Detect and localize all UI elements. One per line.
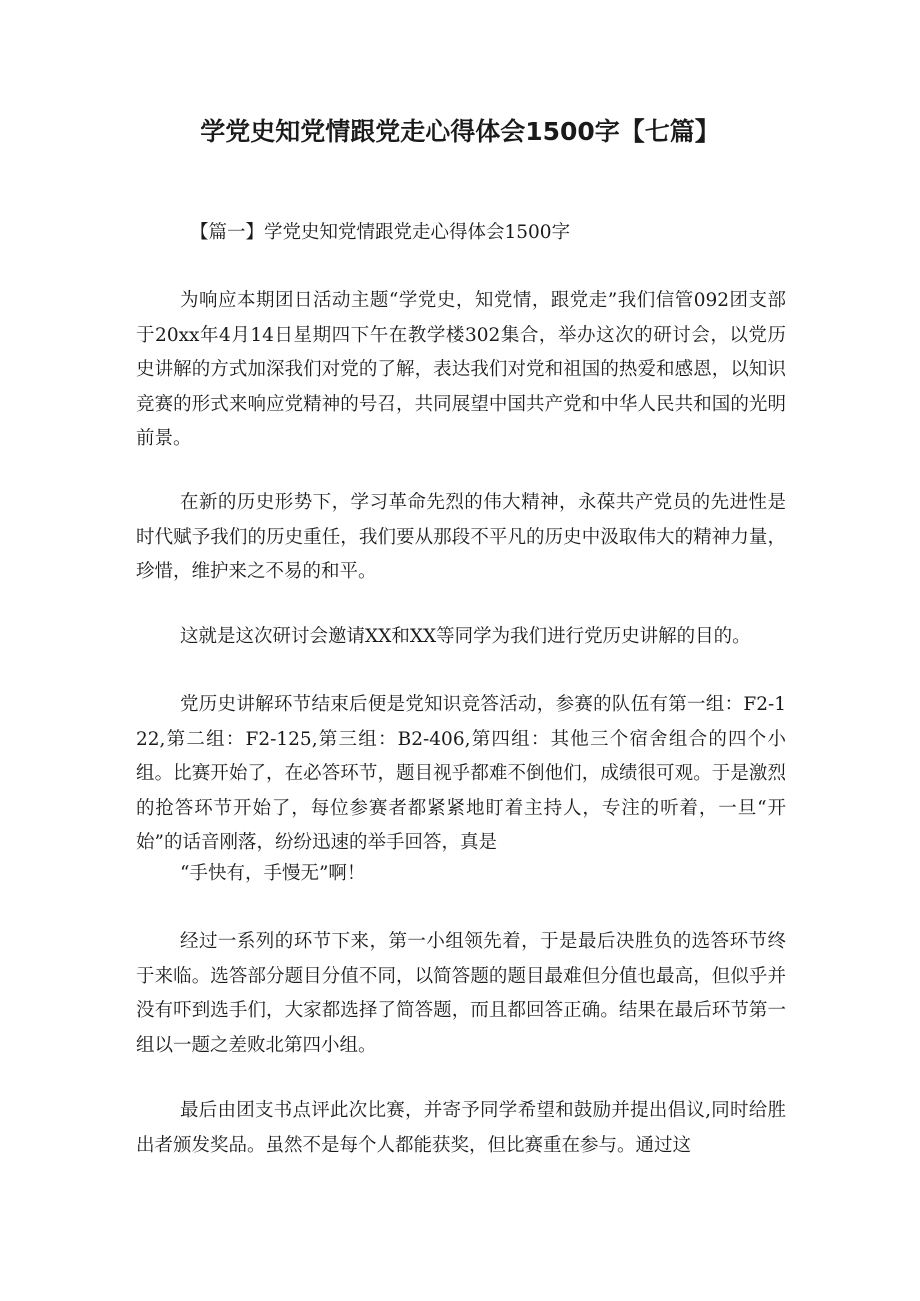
section-heading: 【篇一】学党史知党情跟党走心得体会1500字 <box>190 222 571 243</box>
paragraph-5: 经过一系列的环节下来，第一小组领先着，于是最后决胜负的选答环节终于来临。选答部分题目分值不同，以简答题的题目最难但分值也最高，但似乎并没有吓到选手们，大家都选择了简答题，而且都回答正确。结果在最后环节第一组以一题之差败北第四小组。 <box>136 931 786 1056</box>
paragraph-4: 党历史讲解环节结束后便是党知识竞答活动，参赛的队伍有第一组：F2-122,第二组：F2-125,第三组：B2-406,第四组：其他三个宿舍组合的四个小组。比赛开始了，在必答环节，题目视乎都难不倒他们，成绩很可观。于是激烈的抢答环节开始了，每位参赛者都紧紧地盯着主持人，专注的听着，一旦“开始”的话音刚落，纷纷迅速的举手回答，真是 <box>136 694 786 853</box>
document-title: 学党史知党情跟党走心得体会1500字【七篇】 <box>200 117 720 146</box>
paragraph-4-continuation: “手快有，手慢无”啊！ <box>180 863 366 884</box>
paragraph-2: 在新的历史形势下，学习革命先烈的伟大精神，永葆共产党员的先进性是时代赋予我们的历史重任，我们要从那段不平凡的历史中汲取伟大的精神力量，珍惜，维护来之不易的和平。 <box>136 492 786 582</box>
paragraph-3: 这就是这次研讨会邀请XX和XX等同学为我们进行党历史讲解的目的。 <box>180 626 751 647</box>
paragraph-1: 为响应本期团日活动主题“学党史，知党情，跟党走”我们信管092团支部于20xx年4月14日星期四下午在教学楼302集合，举办这次的研讨会，以党历史讲解的方式加深我们对党的了解，表达我们对党和祖国的热爱和感恩，以知识竞赛的形式来响应党精神的号召，共同展望中国共产党和中华人民共和国的光明前景。 <box>136 290 786 449</box>
paragraph-6: 最后由团支书点评此次比赛，并寄予同学希望和鼓励并提出倡议,同时给胜出者颁发奖品。虽然不是每个人都能获奖，但比赛重在参与。通过这 <box>136 1100 786 1156</box>
